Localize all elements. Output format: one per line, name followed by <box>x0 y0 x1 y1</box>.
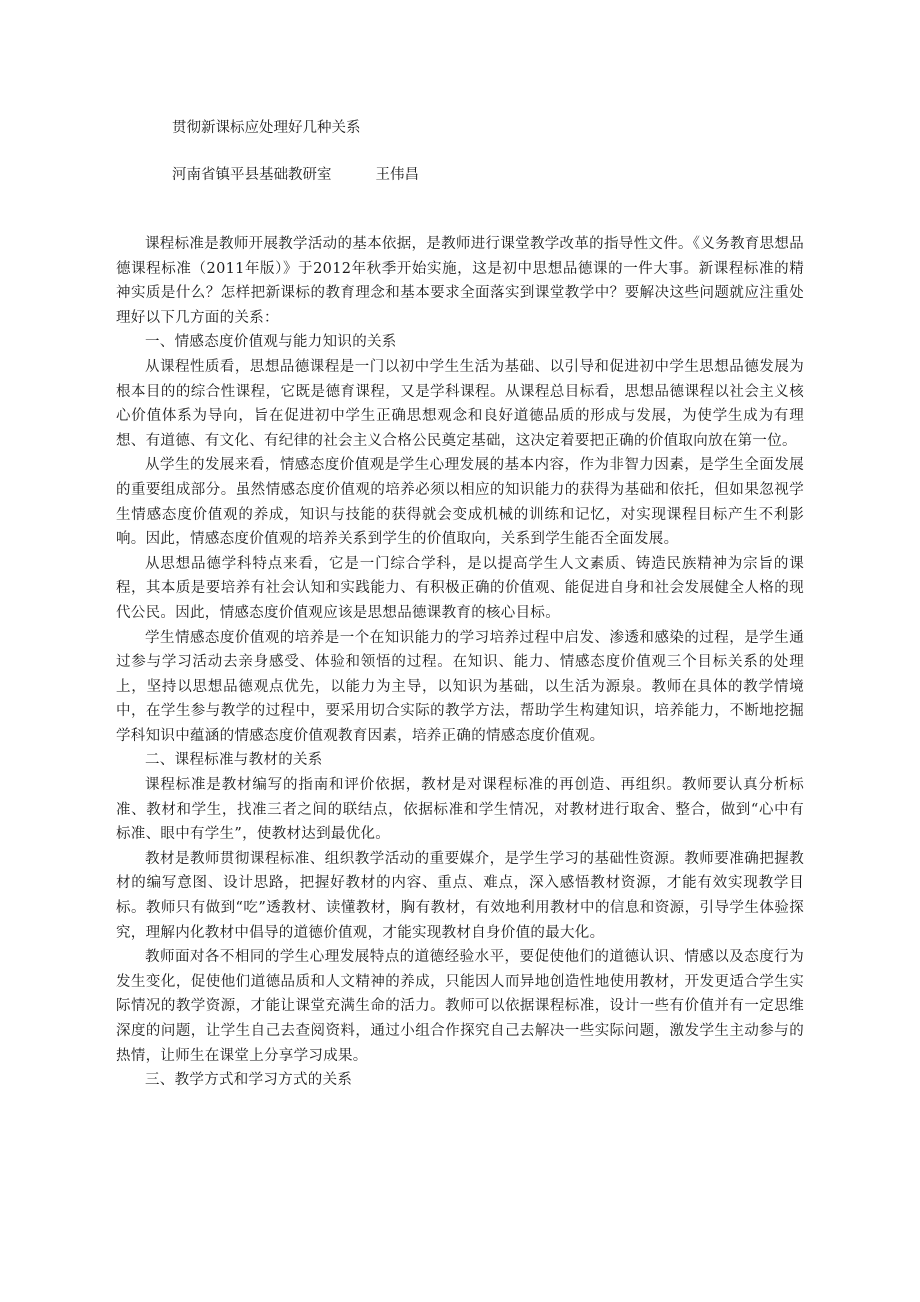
paragraph: 课程标准是教师开展教学活动的基本依据，是教师进行课堂教学改革的指导性文件。《义务教育思想品德课程标准（2011年版）》于2012年秋季开始实施，这是初中思想品德课的一件大事。新课程标准的精神实质是什么？怎样把新课标的教育理念和基本要求全面落实到课堂教学中？要解决这些问题就应注重处理好以下几方面的关系： <box>116 236 804 326</box>
author-unit: 河南省镇平县基础教研室 <box>172 167 332 183</box>
paragraph: 学生情感态度价值观的培养是一个在知识能力的学习培养过程中启发、渗透和感染的过程，是学生通过参与学习活动去亲身感受、体验和领悟的过程。在知识、能力、情感态度价值观三个目标关系的处理上，坚持以思想品德观点优先，以能力为主导，以知识为基础，以生活为源泉。教师在具体的教学情境中，在学生参与教学的过程中，要采用切合实际的教学方法，帮助学生构建知识，培养能力，不断地挖掘学科知识中蕴涵的情感态度价值观教育因素，培养正确的情感态度价值观。 <box>116 629 804 744</box>
section-heading: 一、情感态度价值观与能力知识的关系 <box>145 334 397 351</box>
section-heading: 二、课程标准与教材的关系 <box>145 752 323 769</box>
paragraph: 教师面对各不相同的学生心理发展特点的道德经验水平，要促使他们的道德认识、情感以及态度行为发生变化，促使他们道德品质和人文精神的养成，只能因人而异地创造性地使用教材，开发更适合学生实际情况的教学资源，才能让课堂充满生命的活力。教师可以依据课程标准，设计一些有价值并有一定思维深度的问题，让学生自己去查阅资料，通过小组合作探究自己去解决一些实际问题，激发学生主动参与的热情，让师生在课堂上分享学习成果。 <box>116 949 804 1064</box>
document-body <box>116 232 804 1093</box>
paragraph: 从学生的发展来看，情感态度价值观是学生心理发展的基本内容，作为非智力因素，是学生全面发展的重要组成部分。虽然情感态度价值观的培养必须以相应的知识能力的获得为基础和依托，但如果忽视学生情感态度价值观的养成，知识与技能的获得就会变成机械的训练和记忆，对实现课程目标产生不利影响。因此，情感态度价值观的培养关系到学生的价值取向，关系到学生能否全面发展。 <box>116 457 804 548</box>
document-title: 贯彻新课标应处理好几种关系 <box>172 120 361 136</box>
section-heading: 三、教学方式和学习方式的关系 <box>145 1072 353 1089</box>
paragraph: 从思想品德学科特点来看，它是一门综合学科，是以提高学生人文素质、铸造民族精神为宗旨的课程，其本质是要培养有社会认知和实践能力、有积极正确的价值观、能促进自身和社会发展健全人格的现代公民。因此，情感态度价值观应该是思想品德课教育的核心目标。 <box>116 555 804 621</box>
paragraph: 从课程性质看，思想品德课程是一门以初中学生生活为基础、以引导和促进初中学生思想品德发展为根本目的的综合性课程，它既是德育课程，又是学科课程。从课程总目标看，思想品德课程以社会主义核心价值体系为导向，旨在促进初中学生正确思想观念和良好道德品质的形成与发展，为使学生成为有理想、有道德、有文化、有纪律的社会主义合格公民奠定基础，这决定着要把正确的价值取向放在第一位。 <box>116 358 804 449</box>
paragraph: 教材是教师贯彻课程标准、组织教学活动的重要媒介，是学生学习的基础性资源。教师要准确把握教材的编写意图、设计思路，把握好教材的内容、重点、难点，深入感悟教材资源，才能有效实现教学目标。教师只有做到“吃”透教材、读懂教材，胸有教材，有效地利用教材中的信息和资源，引导学生体验探究，理解内化教材中倡导的道德价值观，才能实现教材自身价值的最大化。 <box>116 850 804 941</box>
author-name: 王伟昌 <box>375 167 419 183</box>
paragraph: 课程标准是教材编写的指南和评价依据，教材是对课程标准的再创造、再组织。教师要认真分析标准、教材和学生，找准三者之间的联结点，依据标准和学生情况，对教材进行取舍、整合，做到“心中有标准、眼中有学生”，使教材达到最优化。 <box>116 777 804 843</box>
author-line <box>172 163 419 184</box>
